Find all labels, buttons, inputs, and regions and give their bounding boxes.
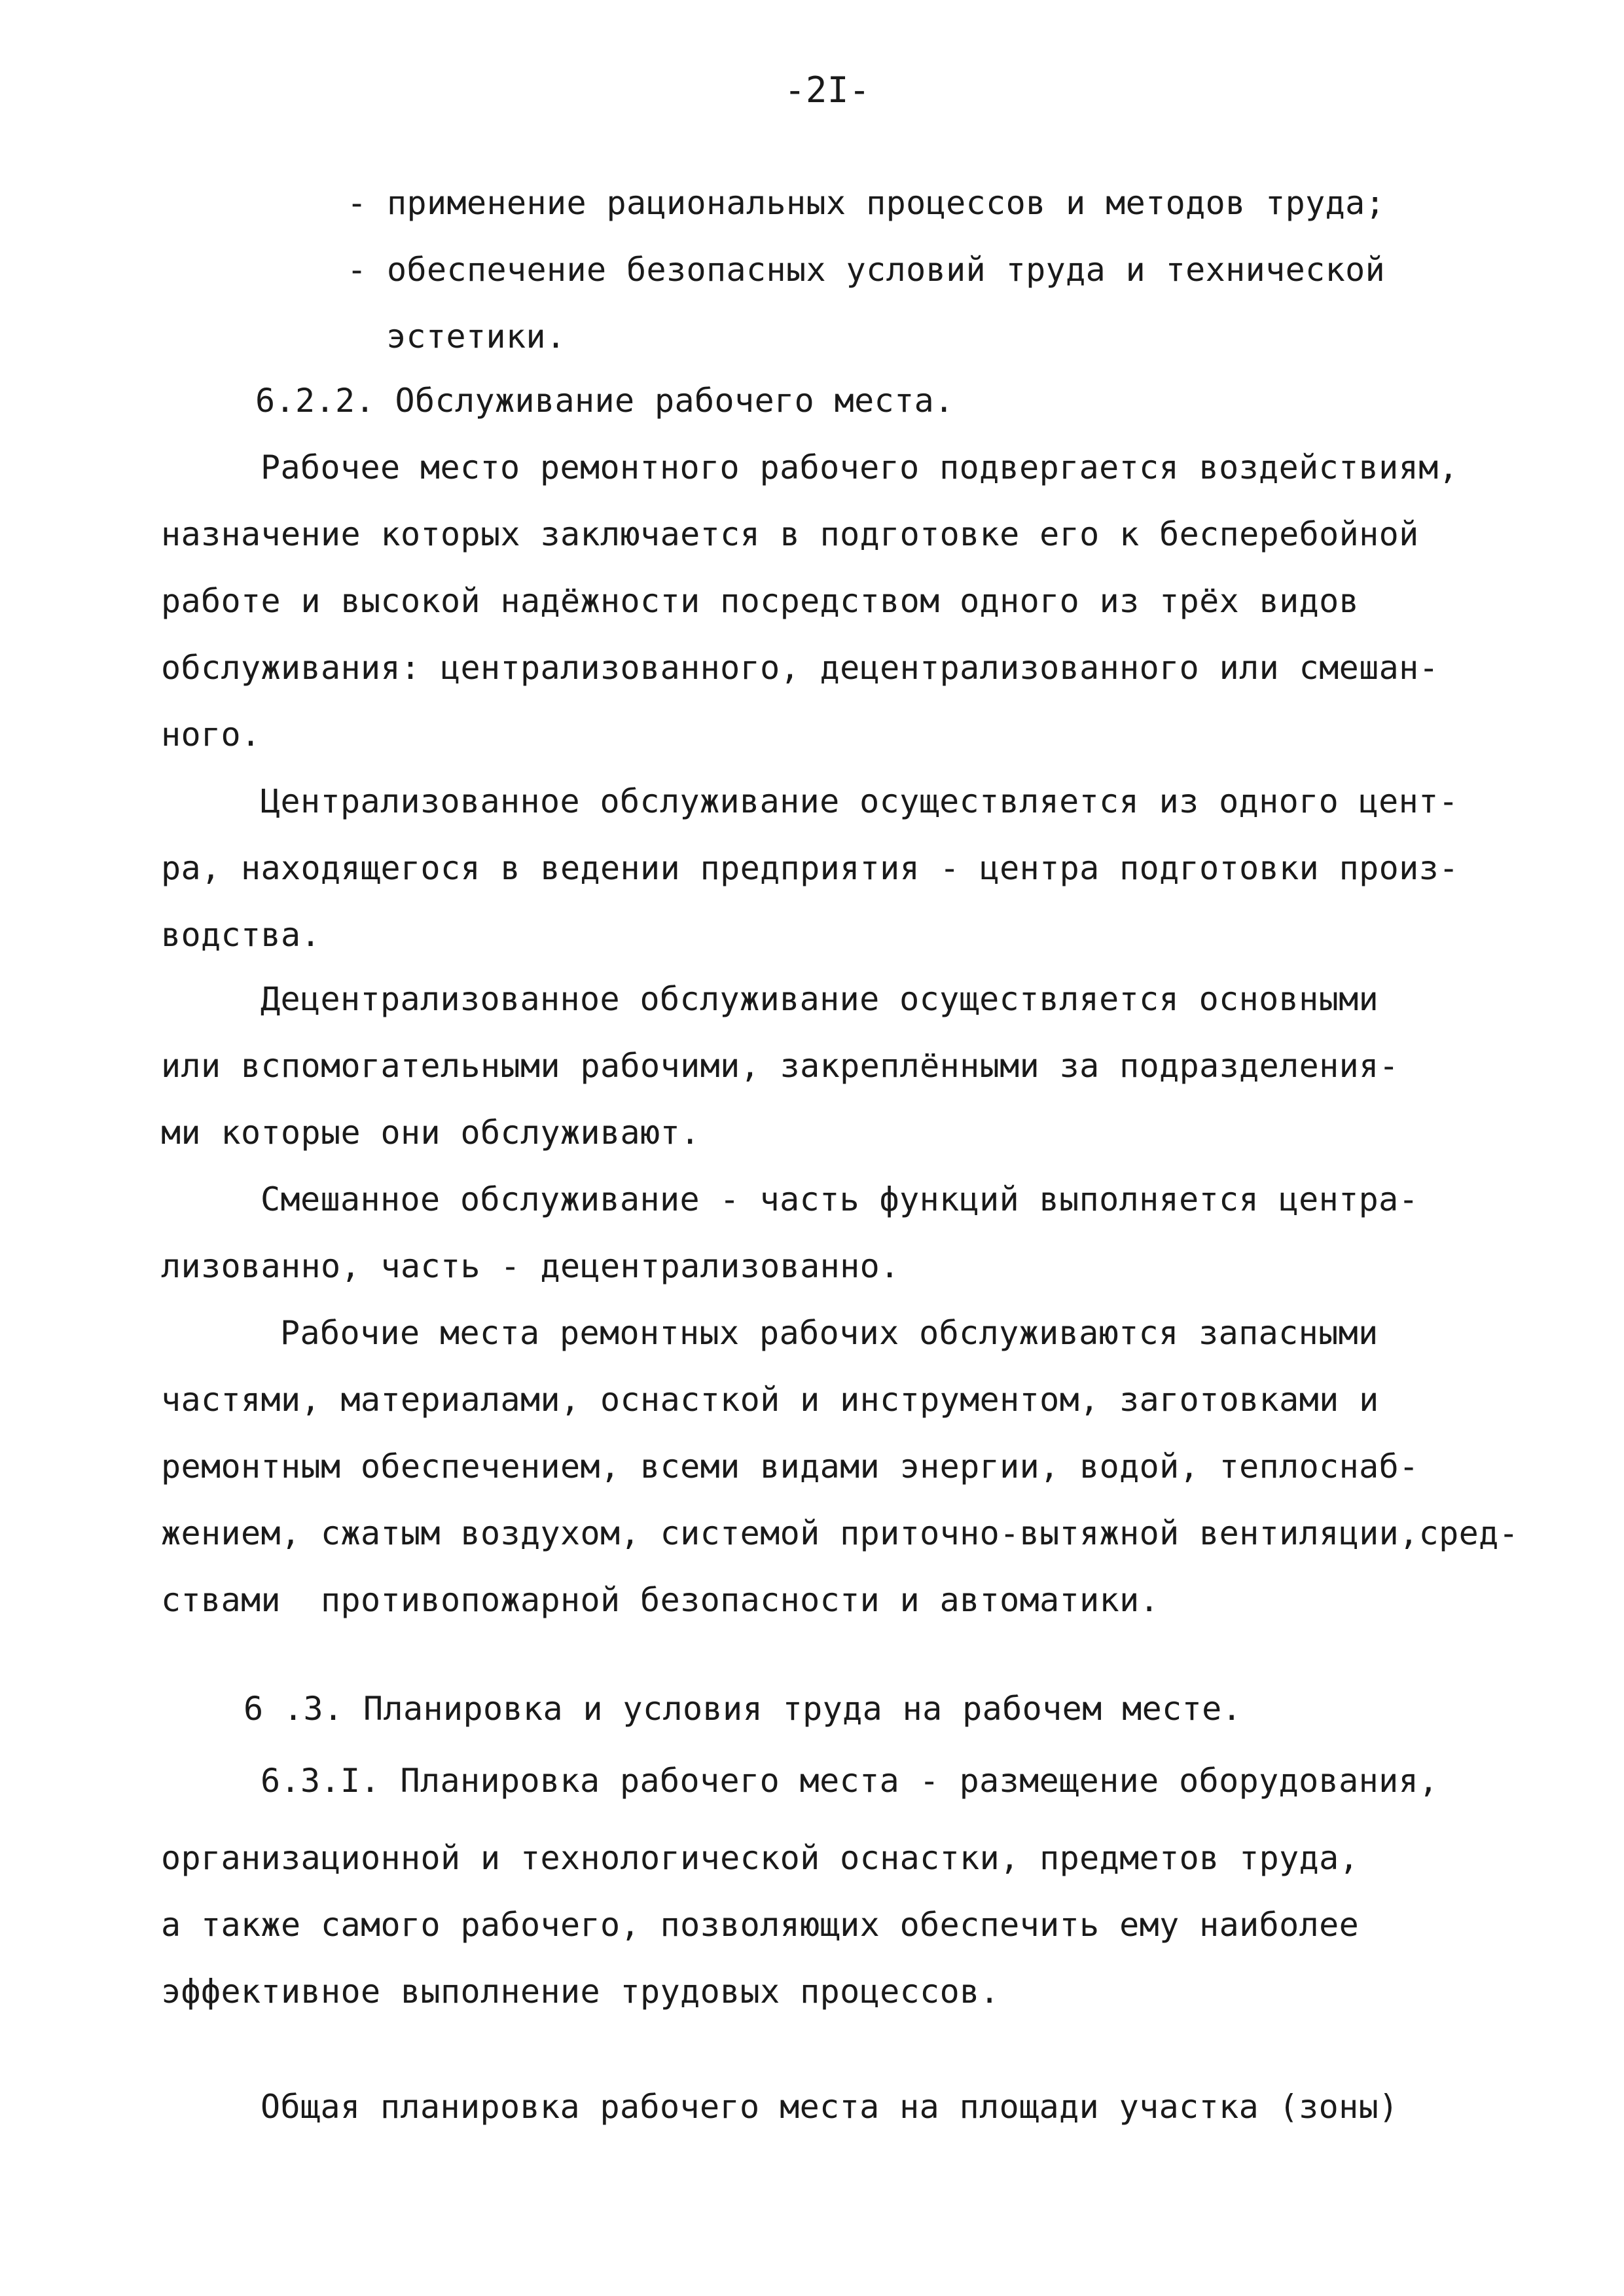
text-line: Рабочие места ремонтных рабочих обслуживаются запасными	[280, 1314, 1379, 1352]
text-line: Смешанное обслуживание - часть функций выполняется центра-	[261, 1180, 1419, 1218]
text-line: Децентрализованное обслуживание осуществляется основными	[261, 980, 1379, 1018]
text-line: ми которые они обслуживают.	[161, 1114, 700, 1152]
text-line: ного.	[161, 716, 261, 754]
page-number: -2I-	[784, 69, 871, 111]
text-line: Централизованное обслуживание осуществляется из одного цент-	[261, 782, 1459, 820]
text-line: частями, материалами, оснасткой и инструментом, заготовками и	[161, 1381, 1379, 1419]
text-line: ствами противопожарной безопасности и автоматики.	[161, 1581, 1160, 1619]
text-line: обслуживания: централизованного, децентрализованного или смешан-	[161, 649, 1439, 687]
text-line: организационной и технологической оснастки, предметов труда,	[161, 1839, 1360, 1877]
list-item: - применение рациональных процессов и методов труда;	[347, 184, 1386, 222]
text-line: ремонтным обеспечением, всеми видами энергии, водой, теплоснаб-	[161, 1448, 1419, 1485]
text-line: эстетики.	[386, 318, 566, 355]
text-line: лизованно, часть - децентрализованно.	[161, 1247, 900, 1285]
text-line: работе и высокой надёжности посредством одного из трёх видов	[161, 582, 1360, 620]
text-line: водства.	[161, 916, 321, 954]
text-line: а также самого рабочего, позволяющих обеспечить ему наиболее	[161, 1906, 1360, 1944]
text-line: Рабочее место ремонтного рабочего подвергается воздействиям,	[261, 448, 1459, 486]
list-item: - обеспечение безопасных условий труда и технической	[347, 251, 1386, 289]
text-line: 6.3.I. Планировка рабочего места - размещение оборудования,	[261, 1762, 1439, 1800]
section-heading: 6.2.2. Обслуживание рабочего места.	[255, 382, 954, 420]
text-line: назначение которых заключается в подготовке его к бесперебойной	[161, 515, 1419, 553]
text-line: Общая планировка рабочего места на площади участка (зоны)	[261, 2088, 1399, 2126]
text-line: жением, сжатым воздухом, системой приточно-вытяжной вентиляции,сред-	[161, 1514, 1519, 1552]
text-line: или вспомогательными рабочими, закреплёнными за подразделения-	[161, 1047, 1399, 1085]
section-heading: 6 .3. Планировка и условия труда на рабочем месте.	[244, 1690, 1242, 1728]
text-line: эффективное выполнение трудовых процессов.	[161, 1973, 1000, 2011]
text-line: ра, находящегося в ведении предприятия - центра подготовки произ-	[161, 849, 1459, 887]
